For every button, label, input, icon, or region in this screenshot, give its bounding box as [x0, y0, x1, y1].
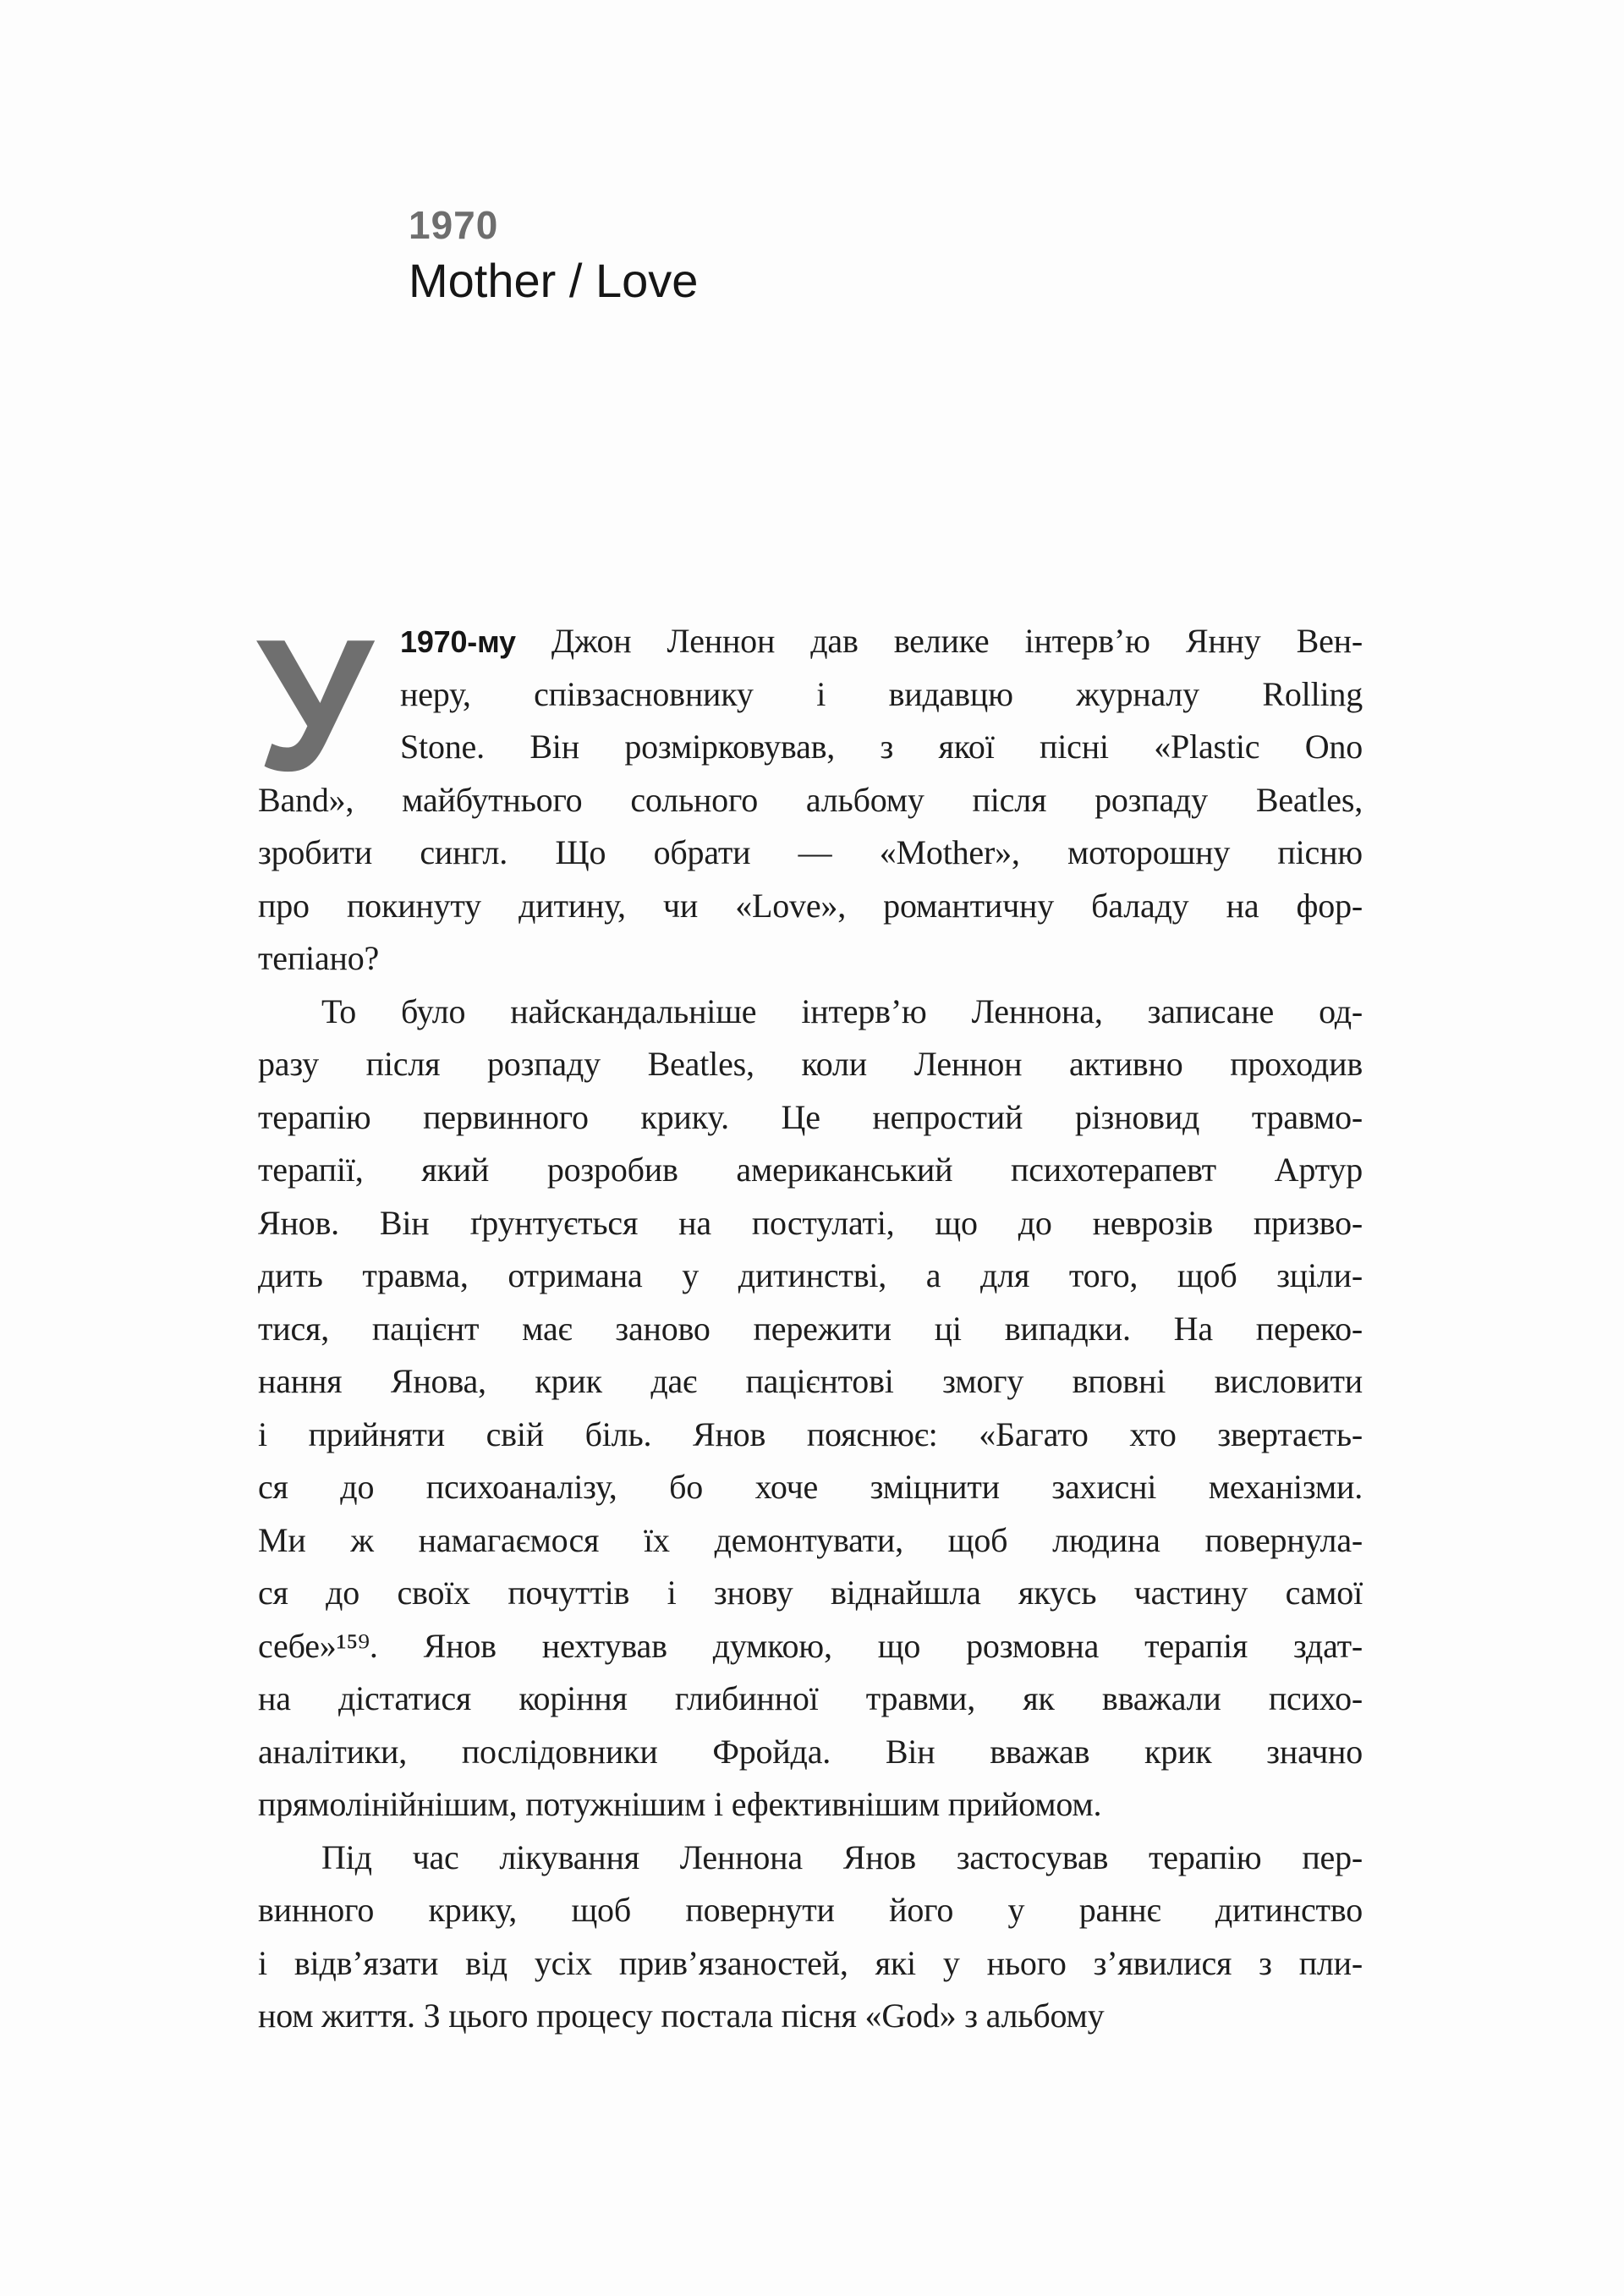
body-line: [258, 615, 1363, 668]
body-line: терапію первинного крику. Це непростий різновид травмо-: [258, 1097, 1363, 1136]
body-line: терапії, який розробив американський психотерапевт Артур: [258, 1151, 1363, 1189]
body-line: аналітики, послідовники Фройда. Він вважав крик значно: [258, 1732, 1363, 1771]
paragraph-1: [258, 615, 1363, 986]
body-line: ся до психоаналізу, бо хоче зміцнити захисні механізми.: [258, 1468, 1363, 1506]
body-line: Band», майбутнього сольного альбому після розпаду Beatles,: [258, 780, 1363, 819]
body-line: ном життя. З цього процесу постала пісня «God» з альбому: [258, 1997, 1105, 2035]
chapter-header: [409, 203, 698, 308]
body-line: і прийняти свій біль. Янов пояснює: «Багато хто звертаєть-: [258, 1414, 1363, 1453]
drop-cap: У: [256, 601, 373, 810]
body-line: Stone. Він розмірковував, з якої пісні «Plastic Ono: [400, 728, 1363, 766]
body-line: неру, співзасновнику і видавцю журналу Rolling: [400, 674, 1363, 713]
body-line: дить травма, отримана у дитинстві, а для того, щоб зціли-: [258, 1256, 1363, 1294]
lead-in-year: 1970-му: [400, 624, 516, 659]
body-line: тепіано?: [258, 939, 380, 977]
paragraph-2: [258, 986, 1363, 1832]
body-line: Ми ж намагаємося їх демонтувати, щоб людина повернула-: [258, 1520, 1363, 1559]
paragraph-1-dropcap-lines: [258, 668, 1363, 774]
chapter-year: 1970: [409, 203, 499, 247]
body-line: нання Янова, крик дає пацієнтові змогу вповні висловити: [258, 1362, 1363, 1400]
body-text: [256, 601, 1363, 2043]
body-line: Янов. Він ґрунтується на постулаті, що до неврозів призво-: [258, 1203, 1363, 1242]
body-line: То було найскандальніше інтерв’ю Леннона, записане од-: [321, 991, 1363, 1030]
body-line: про покинуту дитину, чи «Love», романтичну баладу на фор-: [258, 886, 1363, 925]
body-line: і відв’язати від усіх прив’язаностей, які у нього з’явилися з пли-: [258, 1943, 1363, 1982]
chapter-title: Mother / Love: [409, 254, 699, 307]
body-line: Під час лікування Леннона Янов застосував терапію пер-: [321, 1837, 1363, 1876]
body-line: прямолінійнішим, потужнішим і ефективнішим прийомом.: [258, 1785, 1102, 1823]
paragraph-3: [258, 1832, 1363, 2043]
body-line: разу після розпаду Beatles, коли Леннон активно проходив: [258, 1045, 1363, 1083]
body-line-text: Джон Леннон дав велике інтерв’ю Янну Вен-: [515, 622, 1363, 660]
body-line: зробити сингл. Що обрати — «Mother», моторошну пісню: [258, 833, 1363, 871]
paragraph-1-full-lines: [258, 774, 1363, 986]
body-line: на дістатися коріння глибинної травми, як вважали психо-: [258, 1679, 1363, 1717]
body-line: тися, пацієнт має заново пережити ці випадки. На переко-: [258, 1309, 1363, 1348]
body-line: винного крику, щоб повернути його у раннє дитинство: [258, 1891, 1363, 1929]
body-line: себе»¹⁵⁹. Янов нехтував думкою, що розмовна терапія здат-: [258, 1626, 1363, 1665]
body-line: ся до своїх почуттів і знову віднайшла якусь частину самої: [258, 1574, 1363, 1612]
